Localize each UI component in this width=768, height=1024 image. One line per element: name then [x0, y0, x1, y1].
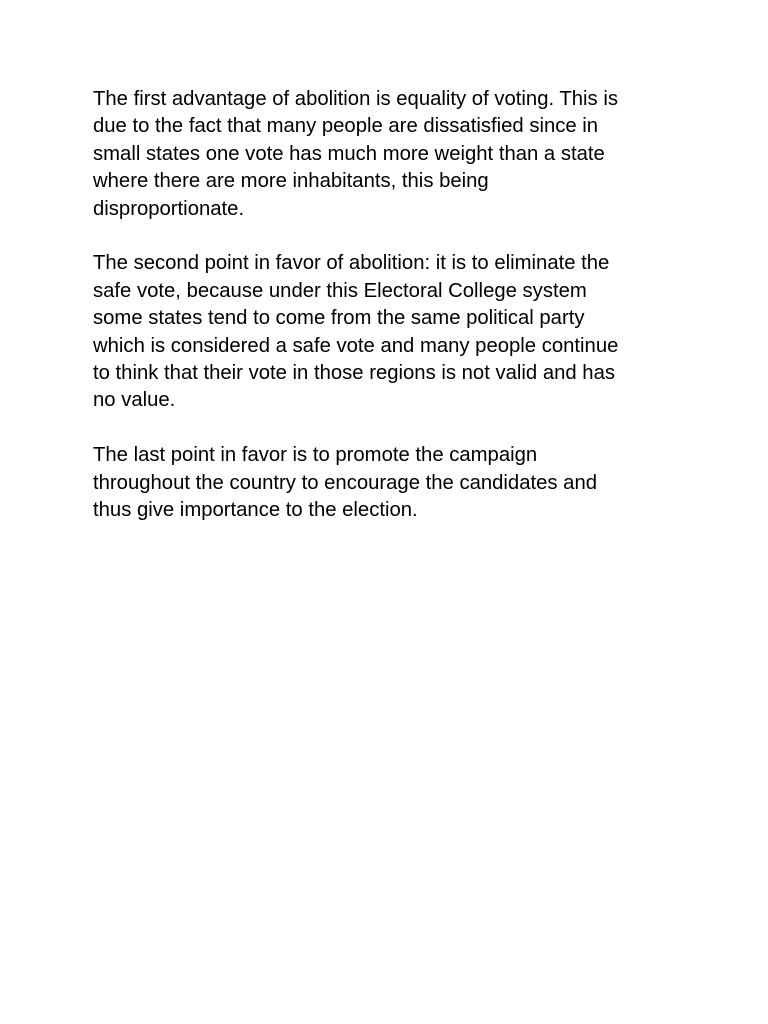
paragraph-safe-vote: The second point in favor of abolition: it is to eliminate the safe vote, because under this Electoral College system some states tend to come from the same political party which is considered a safe vote and many people continue to think that their vote in those regions is not valid and has no value. [93, 252, 619, 412]
paragraph-voting-equality: The first advantage of abolition is equality of voting. This is due to the fact that many people are dissatisfied since in small states one vote has much more weight than a state where there are more inhabitants, this being disproportionate. [93, 88, 618, 220]
document-body [93, 86, 683, 552]
paragraph-campaign: The last point in favor is to promote the campaign throughout the country to encourage the candidates and thus give importance to the election. [93, 444, 598, 522]
